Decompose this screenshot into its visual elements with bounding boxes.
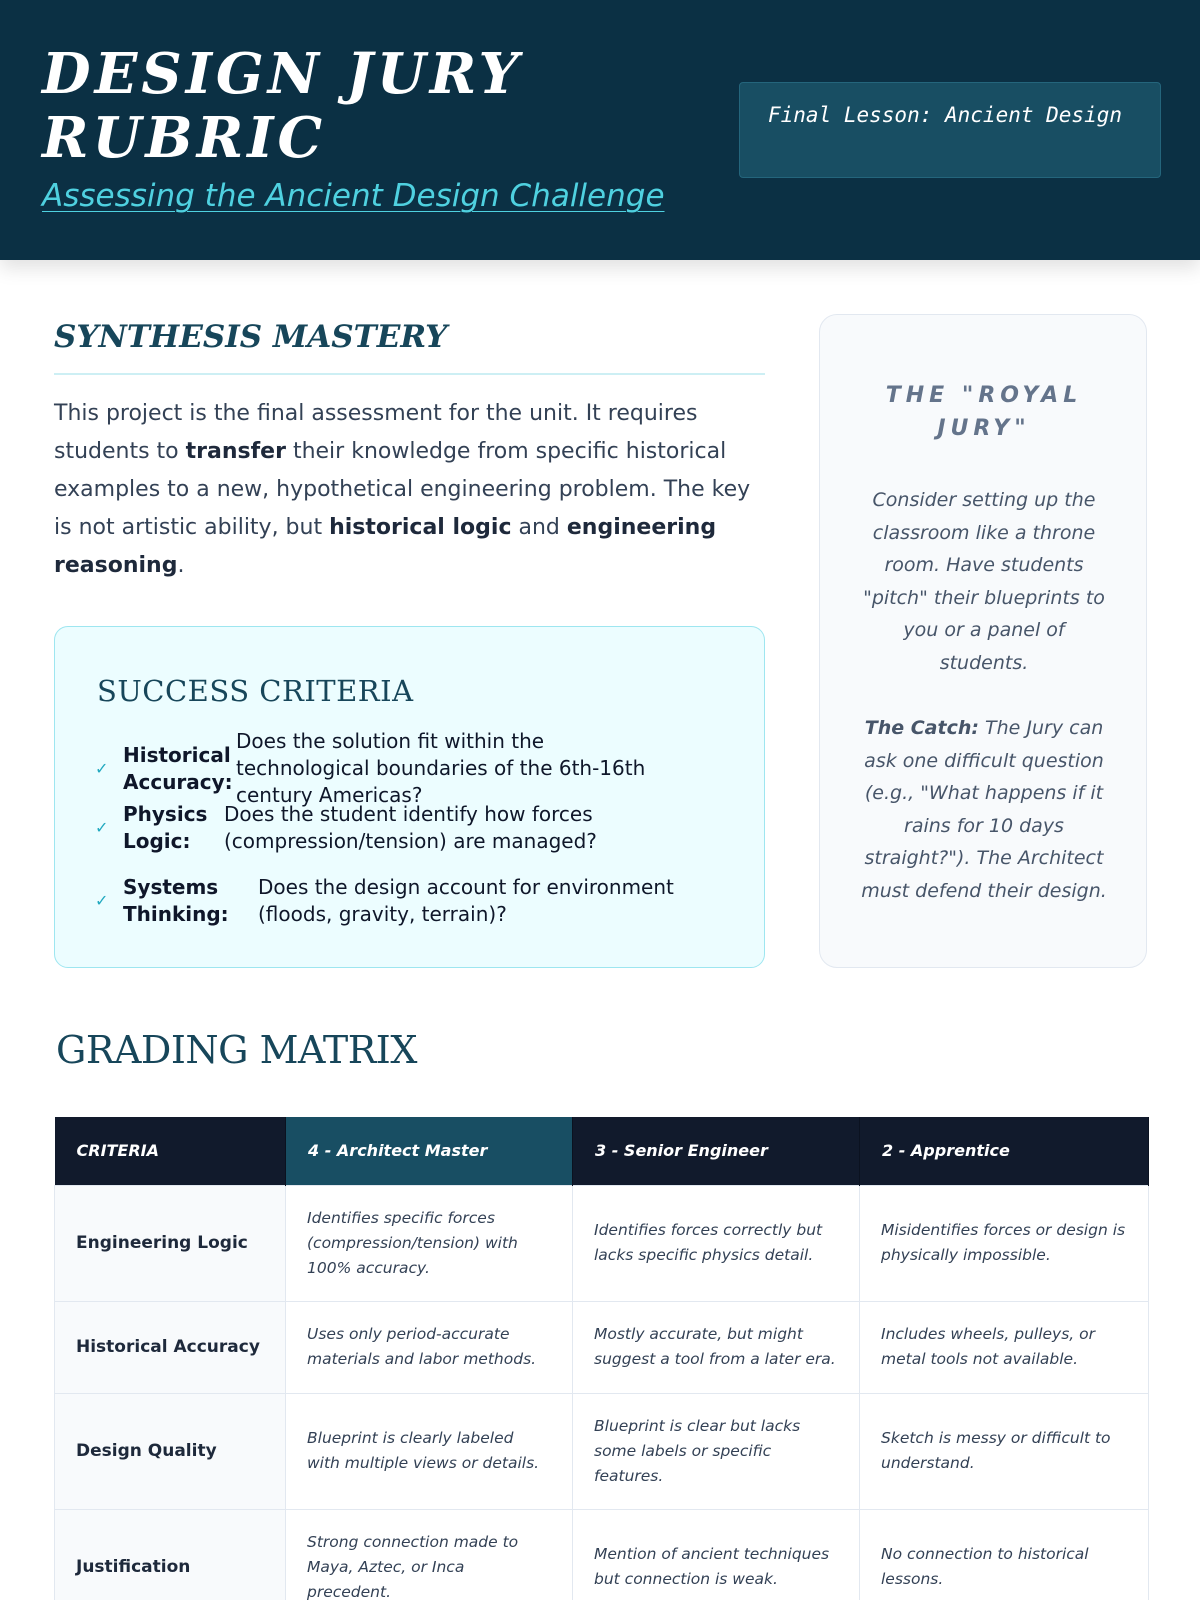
column-header-level-4: 4 - Architect Master	[286, 1117, 573, 1185]
lesson-badge: Final Lesson: Ancient Design	[739, 82, 1161, 178]
jury-catch-label: The Catch:	[864, 717, 979, 739]
table-cell: Mention of ancient techniques but connection is weak.	[573, 1509, 860, 1600]
jury-catch	[860, 712, 1108, 907]
criteria-label: Systems Thinking:	[123, 875, 229, 926]
table-cell: Sketch is messy or difficult to understand.	[860, 1393, 1149, 1509]
criteria-description: Does the design account for environment (floods, gravity, terrain)?	[258, 875, 674, 926]
criteria-label: Historical Accuracy:	[123, 742, 233, 794]
grading-matrix-heading: GRADING MATRIX	[56, 1028, 417, 1072]
page-title: DESIGN JURY RUBRIC	[42, 41, 523, 171]
synthesis-heading: SYNTHESIS MASTERY	[54, 319, 448, 355]
grading-matrix-table	[54, 1117, 1149, 1600]
column-header-criteria: CRITERIA	[55, 1117, 286, 1185]
row-criteria: Historical Accuracy	[55, 1301, 286, 1393]
table-cell: Blueprint is clear but lacks some labels or specific features.	[573, 1393, 860, 1509]
page-header	[0, 0, 1200, 260]
table-cell: Uses only period-accurate materials and labor methods.	[286, 1301, 573, 1393]
table-cell: Blueprint is clearly labeled with multiple views or details.	[286, 1393, 573, 1509]
check-icon: ✓	[95, 820, 109, 837]
intro-emphasis: engineering reasoning	[54, 515, 717, 578]
intro-emphasis: transfer	[185, 439, 286, 464]
intro-text: their knowledge from specific historical examples to a new, hypothetical engineering problem. The key is not artistic ability, but	[54, 439, 751, 540]
table-header-row	[55, 1117, 1149, 1185]
intro-text: and	[511, 515, 567, 540]
criteria-item	[95, 728, 676, 809]
table-cell: No connection to historical lessons.	[860, 1509, 1149, 1600]
row-criteria: Engineering Logic	[55, 1185, 286, 1301]
table-cell: Identifies specific forces (compression/tension) with 100% accuracy.	[286, 1185, 573, 1301]
row-criteria: Design Quality	[55, 1393, 286, 1509]
check-icon: ✓	[95, 760, 109, 778]
table-row	[55, 1185, 1149, 1301]
intro-text: .	[177, 553, 185, 578]
table-cell: Includes wheels, pulleys, or metal tools not available.	[860, 1301, 1149, 1393]
intro-paragraph	[54, 395, 766, 585]
section-divider	[54, 373, 765, 375]
success-criteria-heading: SUCCESS CRITERIA	[97, 674, 414, 708]
intro-text: This project is the final assessment for the unit. It requires students to	[54, 401, 698, 464]
criteria-label: Physics Logic:	[123, 802, 208, 853]
table-row	[55, 1509, 1149, 1600]
criteria-item	[95, 801, 664, 855]
table-cell: Strong connection made to Maya, Aztec, or Inca precedent.	[286, 1509, 573, 1600]
intro-emphasis: historical logic	[329, 515, 512, 540]
criteria-description: Does the student identify how forces (compression/tension) are managed?	[224, 802, 597, 853]
check-icon: ✓	[95, 893, 109, 910]
column-header-level-2: 2 - Apprentice	[860, 1117, 1149, 1185]
page-subtitle-link[interactable]: Assessing the Ancient Design Challenge	[42, 178, 665, 214]
criteria-item	[95, 874, 678, 928]
table-cell: Identifies forces correctly but lacks specific physics detail.	[573, 1185, 860, 1301]
criteria-description: Does the solution fit within the technological boundaries of the 6th-16th century Americas?	[236, 729, 646, 807]
jury-title: THE "ROYAL JURY"	[885, 383, 1083, 441]
table-cell: Mostly accurate, but might suggest a tool from a later era.	[573, 1301, 860, 1393]
table-row	[55, 1301, 1149, 1393]
table-row	[55, 1393, 1149, 1509]
royal-jury-card	[819, 314, 1147, 968]
jury-catch-text: The Jury can ask one difficult question (e.g., "What happens if it rains for 10 days straight?"). The Architect must defend their design.	[861, 717, 1107, 902]
column-header-level-3: 3 - Senior Engineer	[573, 1117, 860, 1185]
jury-body: Consider setting up the classroom like a throne room. Have students "pitch" their blueprints to you or a panel of students.	[863, 489, 1105, 674]
table-cell: Misidentifies forces or design is physically impossible.	[860, 1185, 1149, 1301]
row-criteria: Justification	[55, 1509, 286, 1600]
success-criteria-box	[54, 626, 765, 968]
